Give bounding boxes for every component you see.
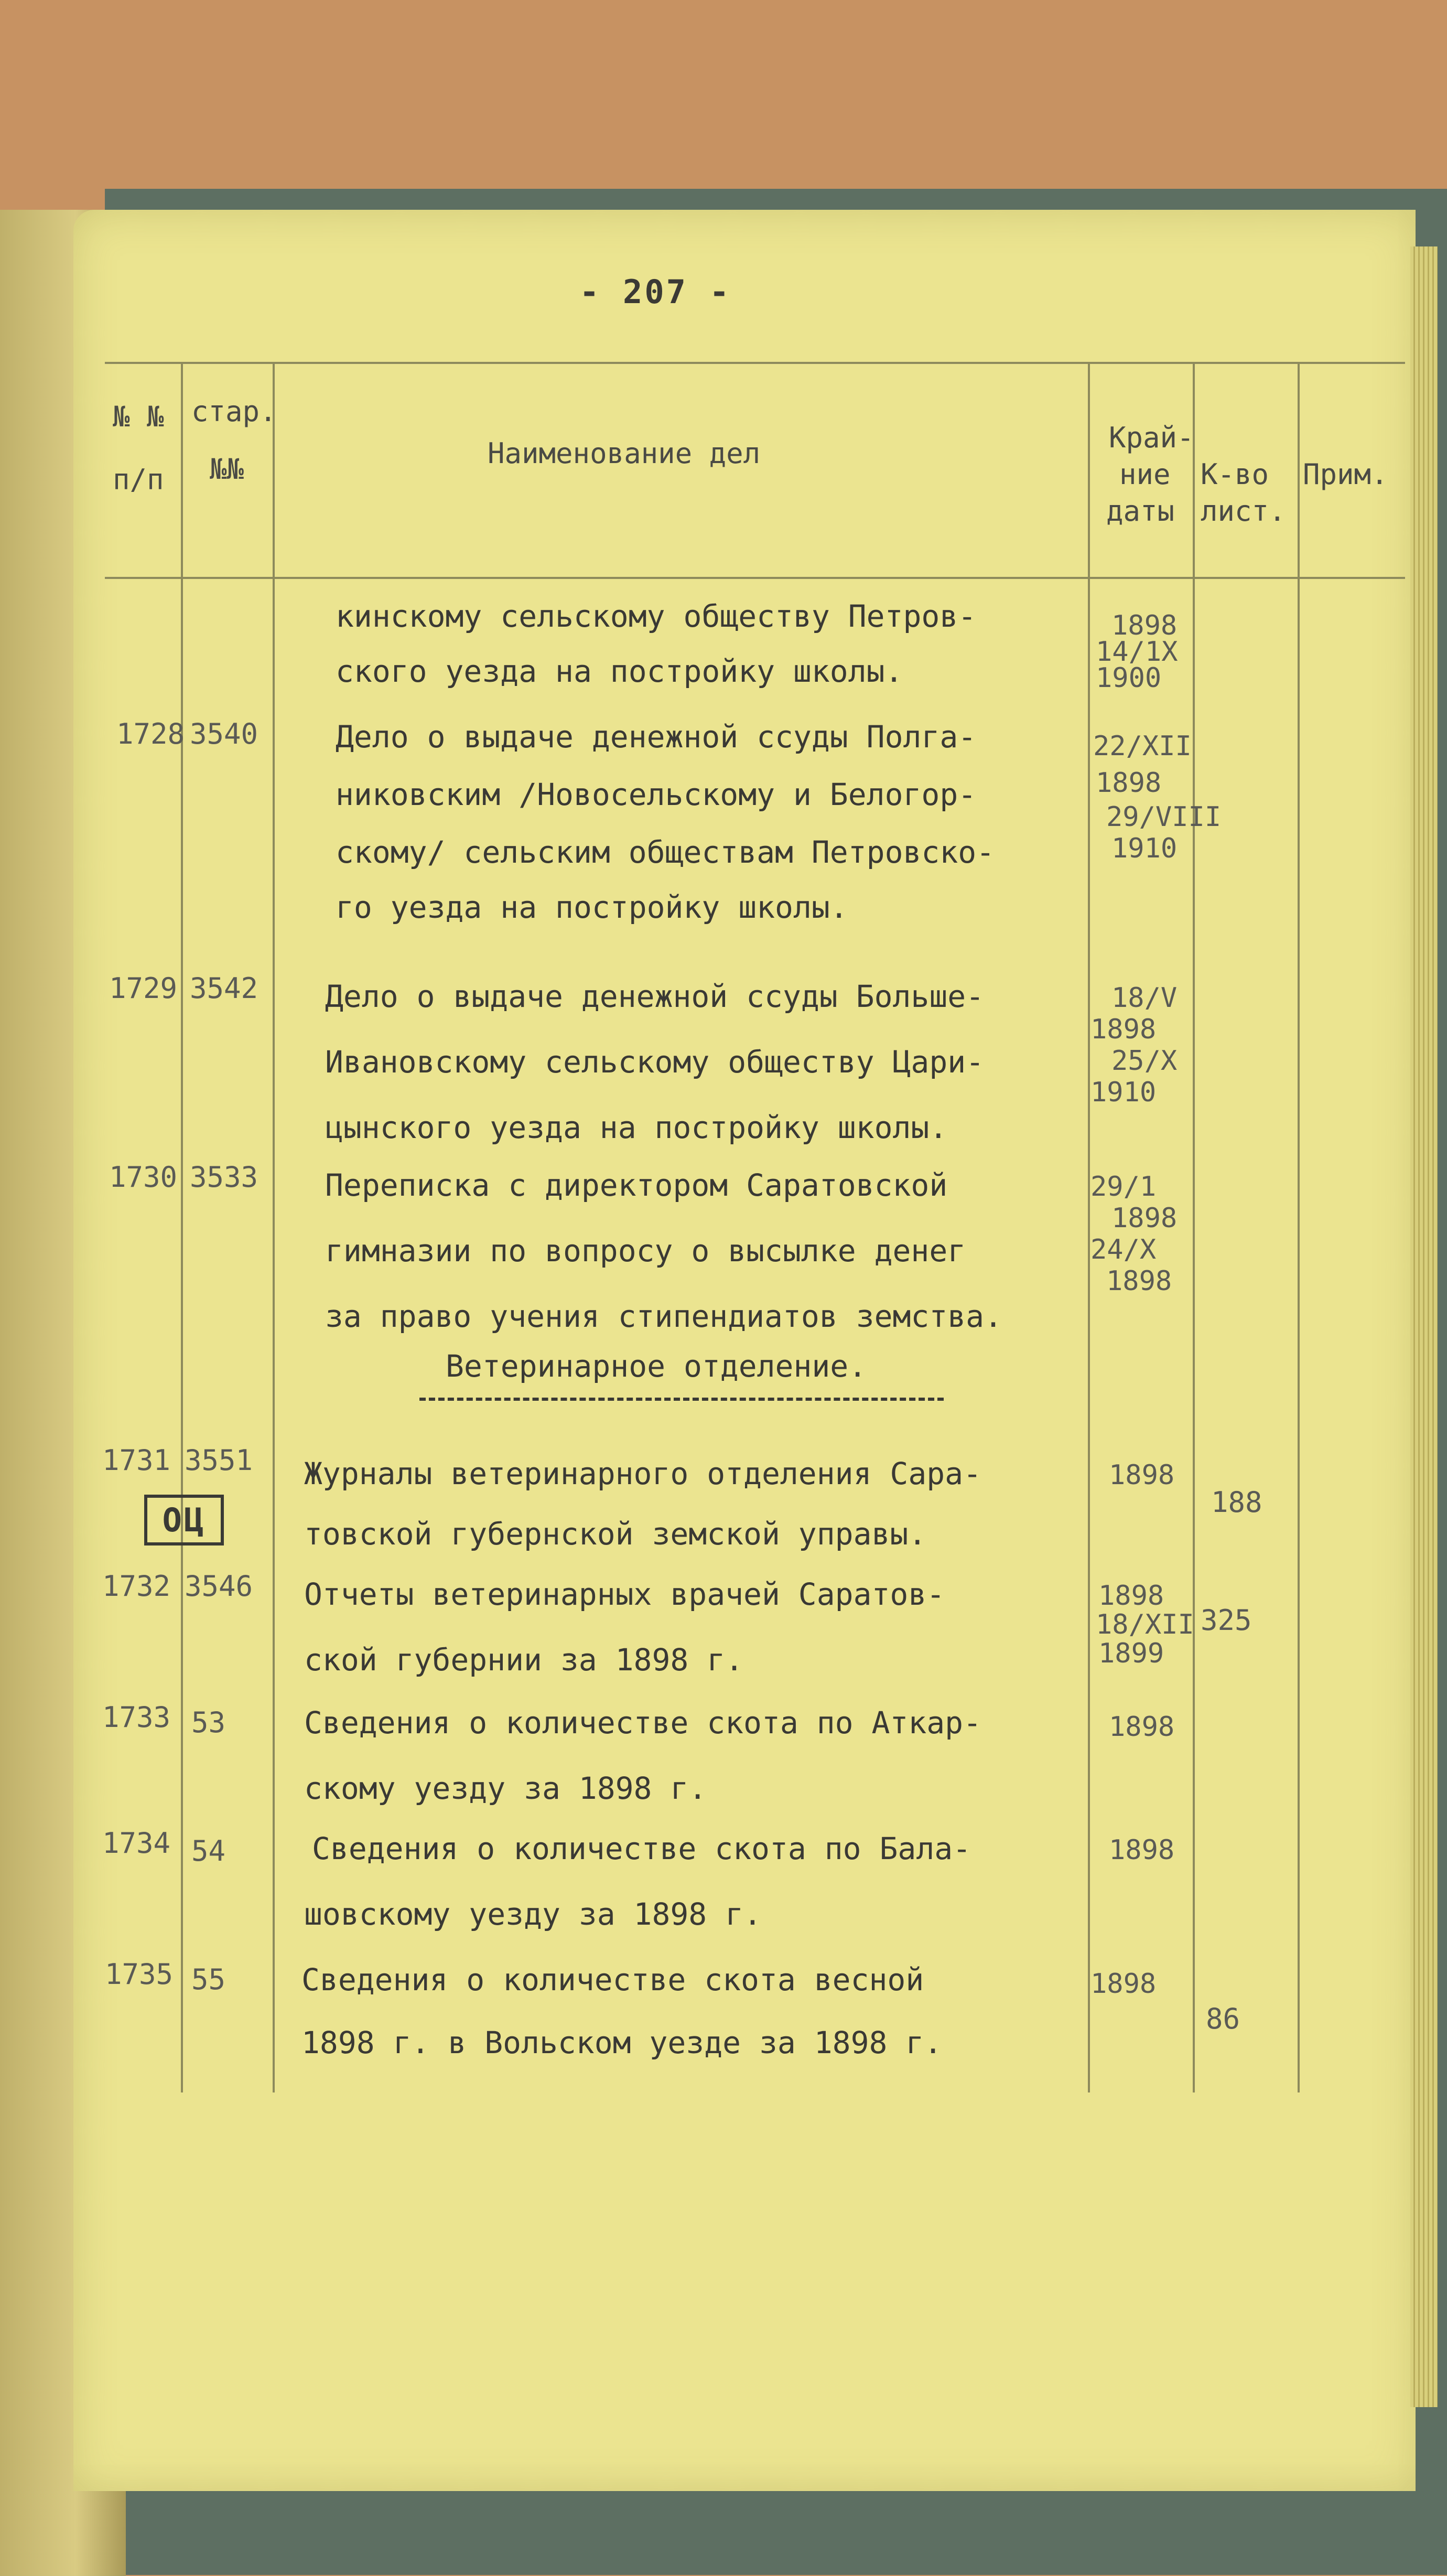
- row-1730-old: 3533: [190, 1161, 258, 1194]
- row-1730-date-3: 24/Х: [1090, 1234, 1157, 1265]
- row-1732-old: 3546: [185, 1570, 253, 1603]
- row-1733-date-1: 1898: [1109, 1711, 1175, 1743]
- row-1733-num: 1733: [102, 1701, 171, 1734]
- column-rule-2: [273, 362, 275, 2092]
- row-1729-num: 1729: [109, 972, 178, 1005]
- row-1735-num: 1735: [105, 1958, 174, 1991]
- row-1735-date-1: 1898: [1090, 1968, 1157, 2000]
- row-1728-date-2: 1898: [1096, 767, 1162, 799]
- row-1730-num: 1730: [109, 1161, 178, 1194]
- header-bottom-rule: [105, 577, 1405, 579]
- row-1734-line-1: Сведения о количестве скота по Бала-: [312, 1831, 971, 1866]
- row-1735-line-1: Сведения о количестве скота весной: [301, 1962, 924, 1998]
- row-1728-date-4: 1910: [1111, 833, 1178, 864]
- page-stack-edge: [1410, 246, 1438, 2407]
- row-1730-line-2: гимназии по вопросу о высылке денег: [325, 1233, 966, 1269]
- row-1729-line-3: цынского уезда на постройку школы.: [325, 1110, 948, 1145]
- row-1728-line-4: го уезда на постройку школы.: [336, 889, 848, 925]
- page-number: - 207 -: [579, 273, 731, 311]
- row-1729-date-4: 1910: [1090, 1077, 1157, 1108]
- header-sheets-line1: К-во: [1201, 458, 1269, 491]
- row-1730-line-1: Переписка с директором Саратовской: [325, 1167, 948, 1203]
- row-1732-num: 1732: [102, 1570, 171, 1603]
- header-top-rule: [105, 362, 1405, 364]
- row-1731-date-1: 1898: [1109, 1459, 1175, 1491]
- header-dates-line3: даты: [1106, 495, 1175, 528]
- row-1734-num: 1734: [102, 1827, 171, 1860]
- row-1731-line-2: товской губернской земской управы.: [304, 1516, 927, 1552]
- row-1734-date-1: 1898: [1109, 1834, 1175, 1866]
- row-1728-line-3: скому/ сельским обществам Петровско-: [336, 834, 995, 870]
- row-1729-old: 3542: [190, 972, 258, 1005]
- column-rule-5: [1298, 362, 1300, 2092]
- row-1735-sheets: 86: [1206, 2002, 1240, 2035]
- row-1730-date-2: 1898: [1111, 1203, 1178, 1234]
- row-1729-line-2: Ивановскому сельскому обществу Цари-: [325, 1044, 985, 1080]
- row-1728-line-1: Дело о выдаче денежной ссуды Полга-: [336, 719, 977, 755]
- row-1733-old: 53: [191, 1706, 226, 1739]
- row-1732-date-1: 1898: [1098, 1580, 1164, 1612]
- row-1728-date-1: 22/ХII: [1093, 731, 1192, 762]
- row-1729-date-3: 25/Х: [1111, 1045, 1178, 1077]
- column-rule-1: [181, 362, 183, 2092]
- header-num-line1: № №: [113, 400, 164, 433]
- row-0-date-2: 14/1Х: [1096, 636, 1178, 668]
- row-1732-date-3: 1899: [1098, 1638, 1164, 1669]
- row-1733-line-1: Сведения о количестве скота по Аткар-: [304, 1705, 982, 1741]
- row-1731-num: 1731: [102, 1444, 171, 1477]
- header-old-line1: стар.: [191, 395, 277, 428]
- column-rule-3: [1088, 362, 1090, 2092]
- row-1730-date-4: 1898: [1106, 1265, 1172, 1297]
- row-1732-date-2: 18/ХII: [1096, 1609, 1194, 1640]
- row-1732-sheets: 325: [1201, 1604, 1252, 1637]
- row-1729-date-2: 1898: [1090, 1014, 1157, 1045]
- header-dates-line2: ние: [1119, 458, 1171, 491]
- header-old-line2: №№: [210, 453, 244, 486]
- column-rule-4: [1193, 362, 1195, 2092]
- row-1728-num: 1728: [116, 717, 185, 750]
- row-0-line-2: ского уезда на постройку школы.: [336, 653, 903, 689]
- row-1731-line-1: Журналы ветеринарного отделения Сара-: [304, 1456, 982, 1491]
- row-1735-old: 55: [191, 1963, 226, 1996]
- section-underline: [419, 1398, 944, 1401]
- row-1734-old: 54: [191, 1834, 226, 1867]
- section-title: Ветеринарное отделение.: [446, 1348, 867, 1384]
- row-1728-date-3: 29/VIII: [1106, 801, 1222, 833]
- row-0-line-1: кинскому сельскому обществу Петров-: [336, 598, 977, 634]
- header-notes: Прим.: [1303, 458, 1388, 491]
- row-0-date-1: 1898: [1111, 610, 1178, 641]
- row-1731-sheets: 188: [1211, 1486, 1262, 1519]
- header-dates-line1: Край-: [1109, 421, 1194, 454]
- row-1728-line-2: никовским /Новосельскому и Белогор-: [336, 777, 977, 812]
- row-1731-old: 3551: [185, 1444, 253, 1477]
- row-1730-line-3: за право учения стипендиатов земства.: [325, 1298, 1003, 1334]
- header-sheets-line2: лист.: [1201, 495, 1286, 528]
- row-1729-line-1: Дело о выдаче денежной ссуды Больше-: [325, 979, 985, 1014]
- row-1732-line-2: ской губернии за 1898 г.: [304, 1642, 744, 1678]
- row-1728-old: 3540: [190, 717, 258, 750]
- row-1735-line-2: 1898 г. в Вольском уезде за 1898 г.: [301, 2025, 943, 2060]
- row-1729-date-1: 18/V: [1111, 982, 1178, 1014]
- row-1730-date-1: 29/1: [1090, 1171, 1157, 1203]
- header-title: Наименование дел: [488, 437, 761, 470]
- row-0-date-3: 1900: [1096, 662, 1162, 694]
- row-1732-line-1: Отчеты ветеринарных врачей Саратов-: [304, 1576, 945, 1612]
- row-1734-line-2: шовскому уезду за 1898 г.: [304, 1896, 762, 1932]
- row-1733-line-2: скому уезду за 1898 г.: [304, 1770, 707, 1806]
- stamp-mark: ОЦ: [144, 1495, 224, 1545]
- header-num-line2: п/п: [113, 463, 164, 496]
